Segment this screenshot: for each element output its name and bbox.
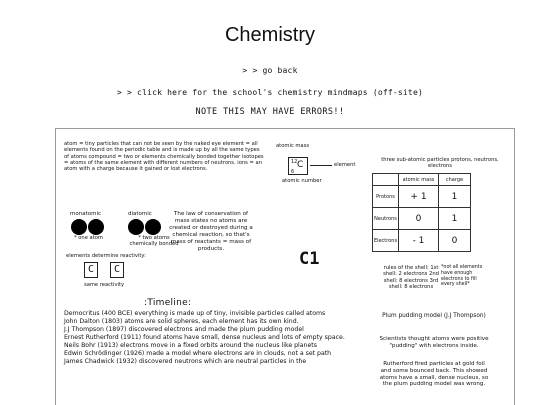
particle-charge: 1 [439, 208, 471, 230]
table-header-cell: charge [439, 174, 471, 186]
timeline-item: Neils Bohr (1913) electrons move in a fixed orbits around the nucleus like planets [64, 342, 317, 349]
element-symbol: C [297, 160, 304, 170]
particle-mass: 0 [399, 208, 439, 230]
plum-pudding-text: Scientists thought atoms were positive "pudding" with electrons inside. [379, 336, 489, 349]
timeline-item: James Chadwick (1932) discovered neutrons which are neutral particles in the [64, 358, 307, 365]
diatomic-caption: * two atoms chemically bonded [129, 235, 179, 248]
atomic-number-label: atomic number [282, 178, 322, 184]
reactivity-symbol: C [84, 262, 98, 278]
monatomic-label: monatomic [70, 211, 102, 217]
pointer-line [310, 165, 332, 166]
element-number-value: 6 [291, 169, 295, 175]
mindmaps-row [0, 88, 540, 97]
particle-name: Protons [373, 186, 399, 208]
reactivity-symbol: C [110, 262, 124, 278]
atom-dot-icon [88, 219, 104, 235]
particle-name: Neutrons [373, 208, 399, 230]
atom-definitions: atom = tiny particles that can not be seen by the naked eye element = all elements found on the periodic table and is made up by all the same types of atoms compound = two or elements chemically bonded together isotopes = atoms of the same element with different numbers of neutrons. ions = an atom with a charge because it gained or lost electrons. [64, 141, 264, 173]
timeline-item: Democritus (400 BCE) everything is made up of tiny, invisible particles called atoms [64, 310, 326, 317]
conservation-of-mass-text: The law of conservation of mass states no atoms are created or destroyed during a chemical reaction, so that's mass of reactants = mass of products. [169, 211, 253, 252]
table-header-cell: atomic mass [399, 174, 439, 186]
timeline-item: J.J Thompson (1897) discovered electrons and made the plum pudding model [64, 326, 304, 333]
plum-pudding-title: Plum pudding model (J.J Thompson) [382, 313, 486, 319]
subatomic-table [372, 173, 471, 252]
particle-charge: 0 [439, 230, 471, 252]
subatomic-title: three sub-atomic particles protons, neutrons, electrons [381, 157, 499, 170]
go-back-row [0, 66, 540, 75]
table-header-cell [373, 174, 399, 186]
particle-charge: 1 [439, 186, 471, 208]
shell-note: *not all elements have enough electrons to fill every shell* [441, 265, 483, 288]
atomic-mass-label: atomic mass [276, 143, 310, 149]
page-title: Chemistry [224, 24, 315, 46]
c1-mark: C1 [299, 249, 320, 269]
go-back-link[interactable]: > > go back [242, 66, 298, 75]
same-reactivity-label: same reactivity [84, 282, 125, 288]
timeline-item: Ernest Rutherford (1911) found atoms have small, dense nucleus and lots of empty space. [64, 334, 345, 341]
particle-mass: + 1 [399, 186, 439, 208]
shell-rules: rules of the shell: 1st shell: 2 electrons 2nd shell: 8 electrons 3rd shell: 8 electrons [383, 265, 439, 290]
element-box [288, 157, 308, 175]
mindmaps-link[interactable]: > > click here for the school's chemistry mindmaps (off-site) [116, 88, 423, 97]
atom-dot-icon [145, 219, 161, 235]
timeline-list [64, 310, 364, 366]
atom-dot-icon [128, 219, 144, 235]
errors-warning: NOTE THIS MAY HAVE ERRORS!! [195, 107, 345, 117]
particle-name: Electrons [373, 230, 399, 252]
element-mass-value: 12 [291, 159, 298, 165]
diatomic-label: diatomic [128, 211, 152, 217]
chemistry-notes-image [55, 128, 515, 405]
timeline-item: John Dalton (1803) atoms are solid spheres, each element has its own kind. [64, 318, 299, 325]
monatomic-caption: * one atom [74, 235, 103, 241]
table-row [373, 230, 471, 252]
table-row [373, 208, 471, 230]
table-row [373, 186, 471, 208]
atom-dot-icon [71, 219, 87, 235]
rutherford-text: Rutherford fired particles at gold foil and some bounced back. This showed atoms have a small, dense nucleus, so the plum pudding model was wrong. [379, 361, 489, 388]
reactivity-label: elements determine reactivity: [66, 253, 146, 259]
table-header-row [373, 174, 471, 186]
timeline-title: :Timeline: [144, 298, 192, 308]
element-label: element [334, 162, 356, 168]
particle-mass: - 1 [399, 230, 439, 252]
timeline-item: Edwin Schrödinger (1926) made a model where electrons are in clouds, not a set path [64, 350, 332, 357]
